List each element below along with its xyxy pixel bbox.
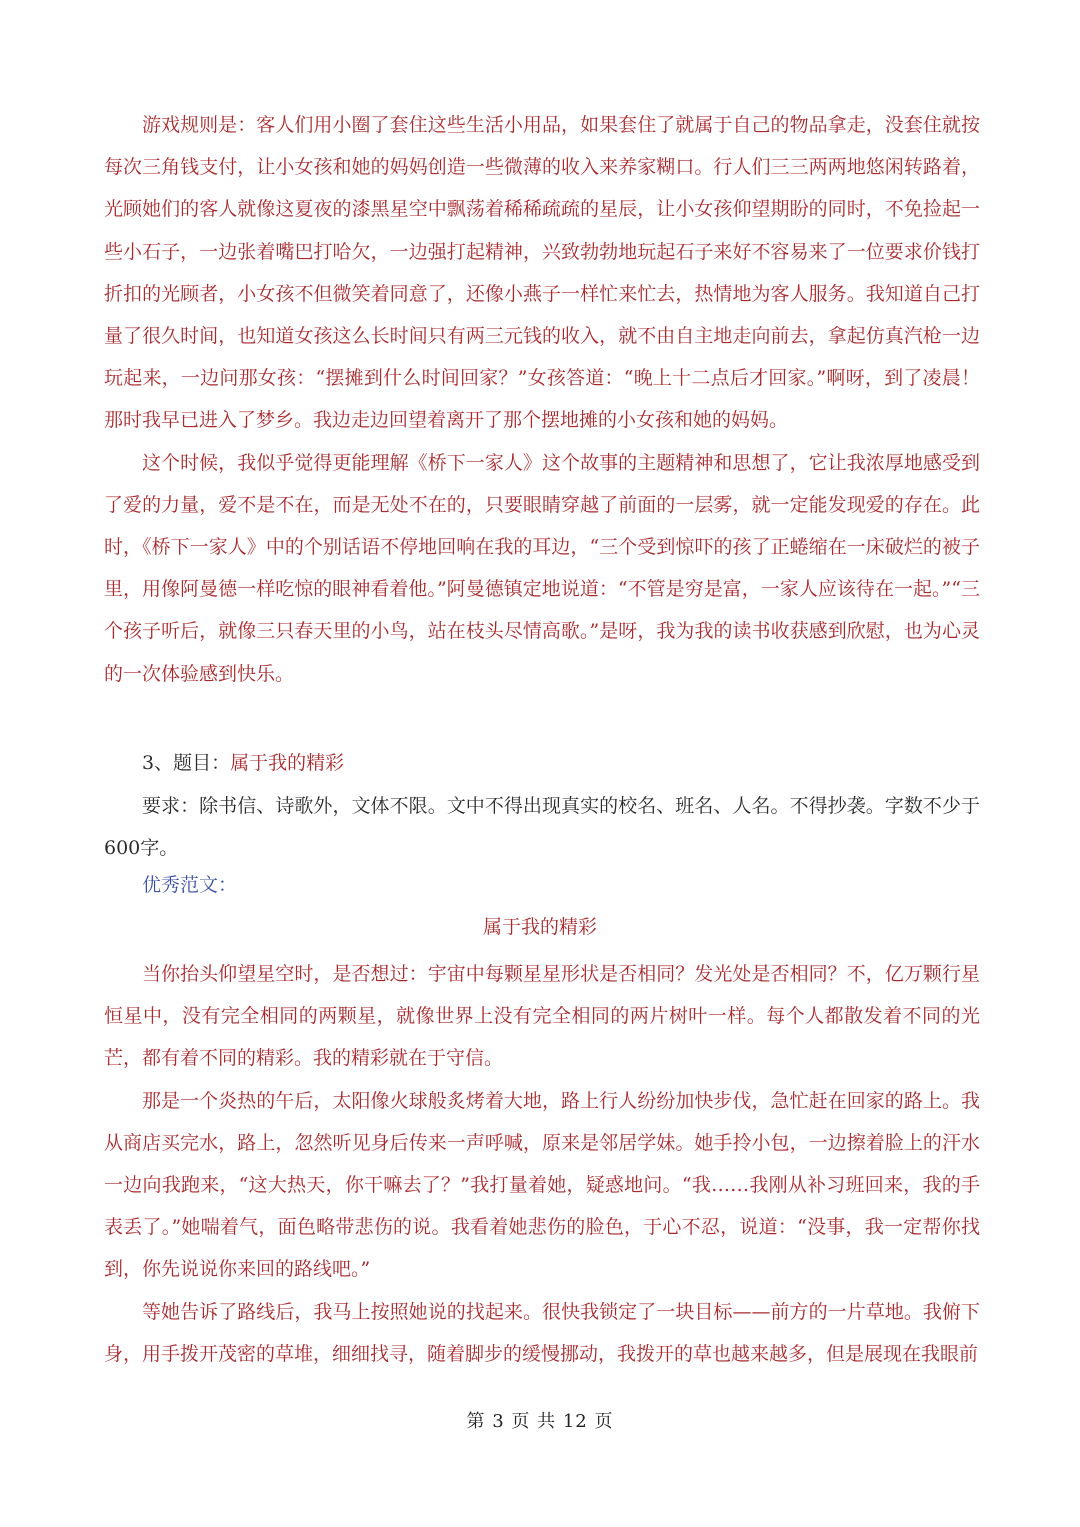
sample-essay-label: 优秀范文： [142, 874, 238, 896]
paragraph: 游戏规则是：客人们用小圈了套住这些生活小用品，如果套住了就属于自己的物品拿走，没套住就按每次三角钱支付，让小女孩和她的妈妈创造一些微薄的收入来养家糊口。行人们三三两两地悠闲转路着，光顾她们的客人就像这夏夜的漆黑星空中飘荡着稀稀疏疏的星辰，让小女孩仰望期盼的同时，不免捡起一些小石子，一边张着嘴巴打哈欠，一边强打起精神，兴致勃勃地玩起石子来好不容易来了一位要求价钱打折扣的光顾者，小女孩不但微笑着同意了，还像小燕子一样忙来忙去，热情地为客人服务。我知道自己打量了很久时间，也知道女孩这么长时间只有两三元钱的收入，就不由自主地走向前去，拿起仿真汽枪一边玩起来，一边问那女孩：“摆摊到什么时间回家？”女孩答道：“晚上十二点后才回家。”啊呀，到了凌晨！那时我早已进入了梦乡。我边走边回望着离开了那个摆地摊的小女孩和她的妈妈。 [104, 114, 980, 432]
essay-continuation [104, 104, 980, 695]
requirement-text: 要求：除书信、诗歌外，文体不限。文中不得出现真实的校名、班名、人名。不得抄袭。字数不少于600字。 [104, 795, 980, 860]
paragraph: 等她告诉了路线后，我马上按照她说的找起来。很快我锁定了一块目标——前方的一片草地。我俯下身，用手拨开茂密的草堆，细细找寻，随着脚步的缓慢挪动，我拨开的草也越来越多，但是展现在我眼前 [104, 1300, 980, 1365]
requirement [104, 785, 980, 869]
topic-number: 3、题目： [142, 752, 231, 774]
paragraph: 这个时候，我似乎觉得更能理解《桥下一家人》这个故事的主题精神和思想了，它让我浓厚地感受到了爱的力量，爱不是不在，而是无处不在的，只要眼睛穿越了前面的一层雾，就一定能发现爱的存在。此时，《桥下一家人》中的个别话语不停地回响在我的耳边，“三个受到惊吓的孩了正蜷缩在一床破烂的被子里，用像阿曼德一样吃惊的眼神看着他。”阿曼德镇定地说道：“不管是穷是富，一家人应该待在一起。”“三个孩子听后，就像三只春天里的小鸟，站在枝头尽情高歌。”是呀，我为我的读书收获感到欣慰，也为心灵的一次体验感到快乐。 [104, 451, 980, 685]
sample-essay-body [104, 953, 980, 1375]
essay-title: 属于我的精彩 [482, 916, 597, 938]
paragraph: 当你抬头仰望星空时，是否想过：宇宙中每颗星星形状是否相同？发光处是否相同？不，亿万颗行星恒星中，没有完全相同的两颗星，就像世界上没有完全相同的两片树叶一样。每个人都散发着不同的光芒，都有着不同的精彩。我的精彩就在于守信。 [104, 963, 980, 1070]
paragraph: 那是一个炎热的午后，太阳像火球般炙烤着大地，路上行人纷纷加快步伐，急忙赶在回家的路上。我从商店买完水，路上，忽然听见身后传来一声呼喊，原来是邻居学妹。她手拎小包，一边擦着脸上的汗水一边向我跑来，“这大热天，你干嘛去了？”我打量着她，疑惑地问。“我……我刚从补习班回来，我的手表丢了。”她喘着气，面色略带悲伤的说。我看着她悲伤的脸色，于心不忍，说道：“没事，我一定帮你找到，你先说说你来回的路线吧。” [104, 1089, 980, 1281]
topic-heading [142, 748, 344, 775]
page-number-footer: 第 3 页 共 12 页 [466, 1411, 614, 1432]
topic-title: 属于我的精彩 [230, 752, 345, 774]
